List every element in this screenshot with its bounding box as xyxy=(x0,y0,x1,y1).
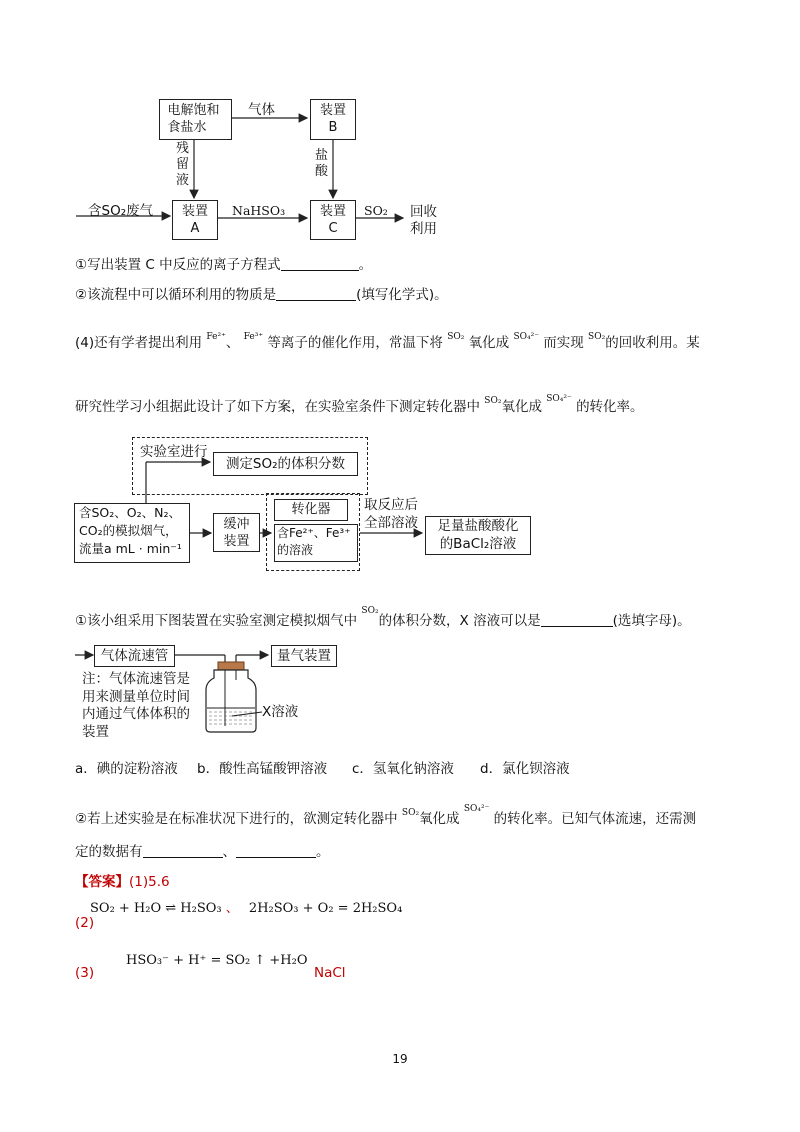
q3-line2: ②该流程中可以循环利用的物质是 (填写化学式)。 xyxy=(75,287,448,303)
q3-line1: ①写出装置 C 中反应的离子方程式 。 xyxy=(75,257,373,273)
converter-title-box: 转化器 xyxy=(274,499,348,521)
page-number: 19 xyxy=(392,1052,408,1066)
apparatus-note: 注：气体流速管是 用来测量单位时间 内通过气体体积的 装置 xyxy=(82,671,190,740)
option-c: c．氢氧化钠溶液 xyxy=(352,761,454,777)
option-b: b．酸性高锰酸钾溶液 xyxy=(197,761,328,777)
answer-3-num: (3) xyxy=(75,965,95,981)
bacl2-box: 足量盐酸酸化 的BaCl₂溶液 xyxy=(425,516,531,555)
input-gas-label: 含SO₂废气 xyxy=(88,203,154,219)
q4-intro-line2: 研究性学习小组据此设计了如下方案，在实验室条件下测定转化器中 $^{SO_2}$氧化成 $^{SO_4^{2-}}$ 的转化率。 xyxy=(75,394,644,415)
answer-2-num: (2) xyxy=(75,915,95,931)
gas-source-box: 含SO₂、O₂、N₂、 CO₂的模拟烟气， 流量a mL · min⁻¹ xyxy=(74,503,190,563)
device-c-box: 装置 C xyxy=(310,200,356,240)
so2-label: SO₂ xyxy=(364,203,388,218)
answer-1: (1)5.6 xyxy=(129,874,170,890)
device-b-box: 装置 B xyxy=(310,99,356,140)
answer-line1 xyxy=(75,873,170,891)
q4-1-line: ①该小组采用下图装置在实验室测定模拟烟气中 $^{SO_2}$的体积分数，X 溶液可以是 (选填字母)。 xyxy=(75,606,691,629)
answer-2-equations: SO₂ + H₂O ⇌ H₂SO₃ 、 2H₂SO₃ + O₂ = 2H₂SO₄ xyxy=(90,901,403,916)
option-a: a．碘的淀粉溶液 xyxy=(75,761,178,777)
lab-label: 实验室进行 xyxy=(140,444,208,460)
answer-label: 【答案】 xyxy=(75,874,129,890)
gas-meter-box: 量气装置 xyxy=(271,645,337,667)
recycle-label: 回收利用 xyxy=(410,204,437,237)
answer-3-equation: HSO₃⁻ + H⁺ = SO₂ ↑ +H₂O xyxy=(126,953,308,968)
take-solution-label: 取反应后 全部溶液 xyxy=(364,497,418,531)
q4-intro-line1: (4)还有学者提出利用 $^{Fe^{2+}}$、 $^{Fe^{3+}}$ 等离子的催化作用，常温下将 $^{SO_2}$ 氧化成 $^{SO_4^{2-}}$ 而实现 $^{SO_2}$的回收利用。某 xyxy=(75,332,700,351)
nahso3-label: NaHSO₃ xyxy=(232,203,286,218)
x-solution-label: X溶液 xyxy=(262,704,299,720)
converter-solution-box: 含Fe²⁺、Fe³⁺ 的溶液 xyxy=(274,524,358,562)
q4-2-line1: ②若上述实验是在标准状况下进行的，欲测定转化器中 $^{SO_2}$氧化成 $^{SO_4^{2-}}$ 的转化率。已知气体流速，还需测 xyxy=(75,804,697,827)
option-d: d．氯化钡溶液 xyxy=(480,761,570,777)
q4-2-line2: 定的数据有 、 。 xyxy=(75,844,330,860)
residue-label: 残留液 xyxy=(176,141,190,188)
answer-3-nacl: NaCl xyxy=(314,965,346,981)
electrolysis-box: 电解饱和食盐水 xyxy=(159,99,232,140)
device-a-box: 装置 A xyxy=(172,200,218,240)
gas-label: 气体 xyxy=(248,102,275,118)
flow-tube-box: 气体流速管 xyxy=(94,645,175,667)
buffer-box: 缓冲 装置 xyxy=(213,513,260,552)
hcl-label: 盐酸 xyxy=(315,148,329,179)
measure-box: 测定SO₂的体积分数 xyxy=(213,452,358,476)
